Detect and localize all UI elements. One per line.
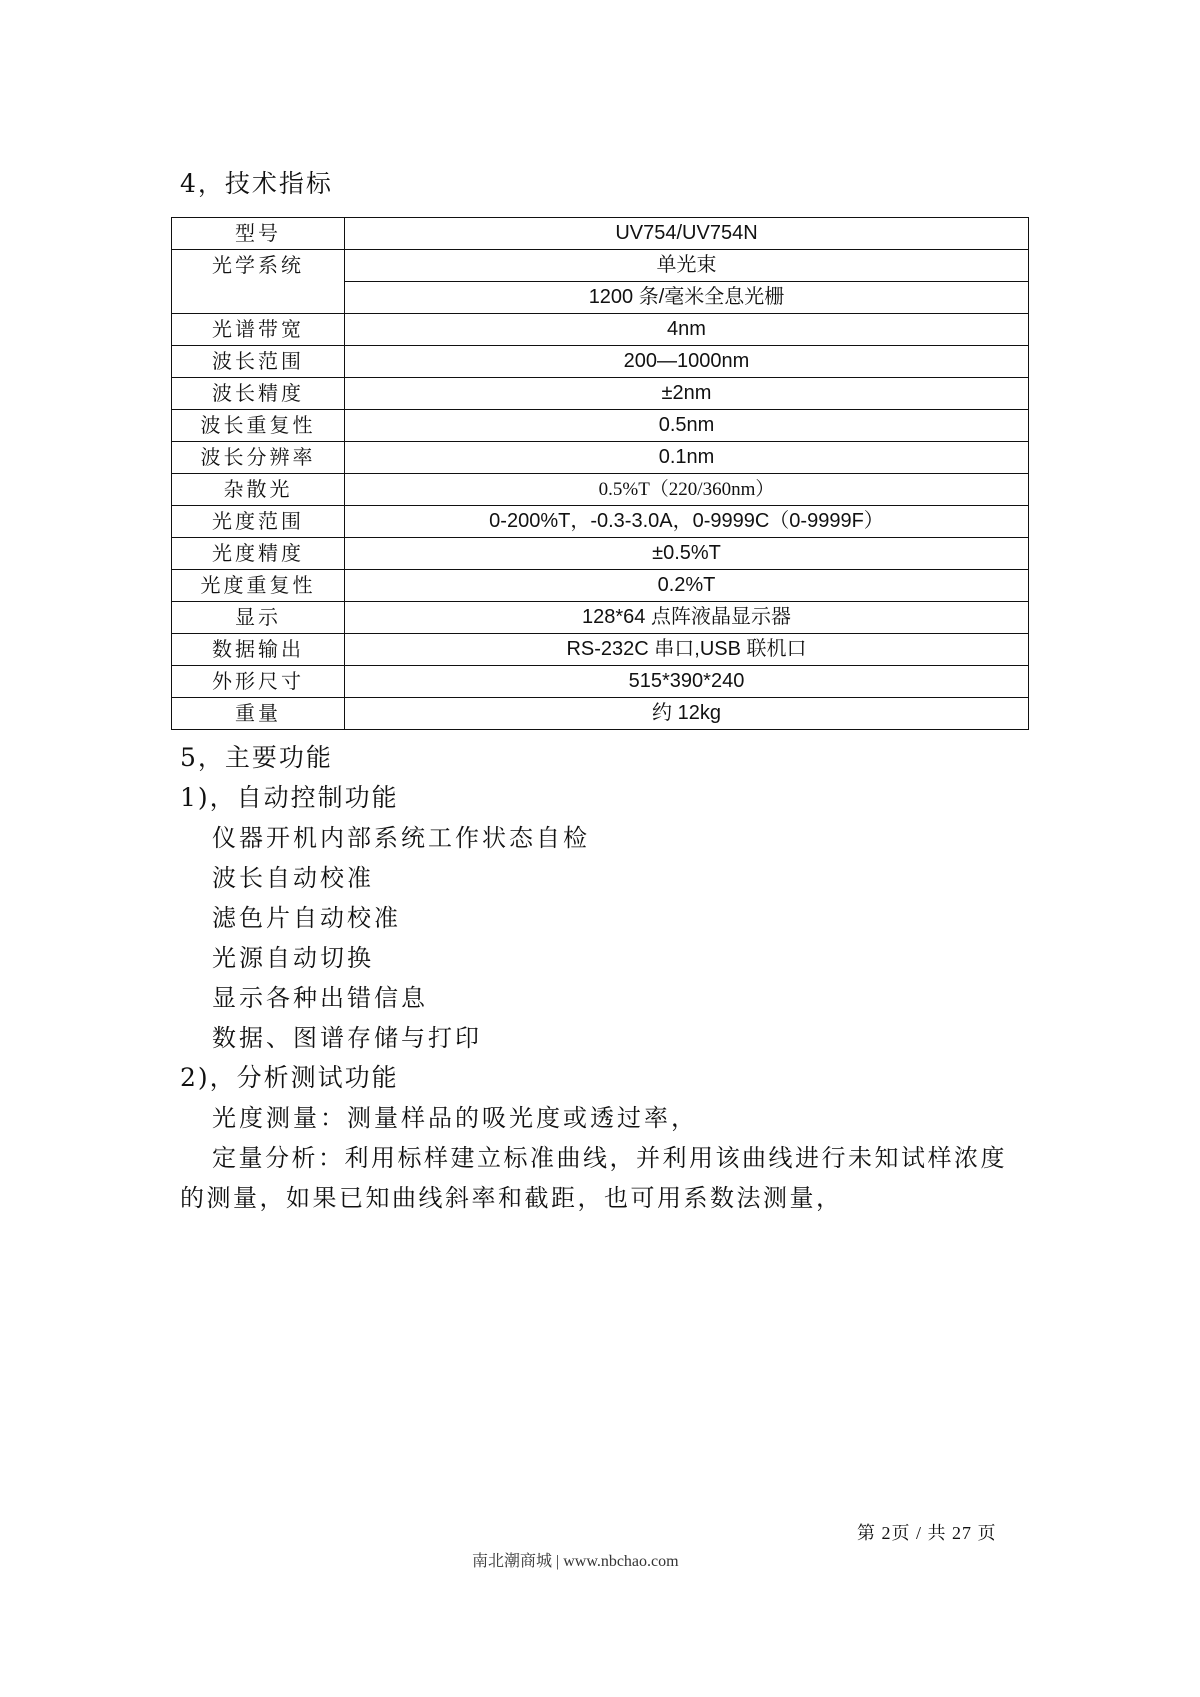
list-item: 光源自动切换 [212,944,374,972]
spec-value: 4nm [345,314,1029,346]
table-row [172,698,1029,730]
table-row [172,634,1029,666]
table-row [172,314,1029,346]
spec-label: 数据输出 [172,634,345,666]
spec-value: 0-200%T，-0.3-3.0A，0-9999C（0-9999F） [345,506,1029,538]
list-item: 滤色片自动校准 [212,904,401,932]
spec-label: 波长重复性 [172,410,345,442]
spec-value: 0.5%T（220/360nm） [345,474,1029,506]
spec-value: ±0.5%T [345,538,1029,570]
table-row [172,570,1029,602]
table-row [172,602,1029,634]
spec-label: 波长精度 [172,378,345,410]
spec-value: 128*64 点阵液晶显示器 [345,602,1029,634]
table-row [172,538,1029,570]
spec-value: 0.2%T [345,570,1029,602]
spec-label: 型号 [172,218,345,250]
subsection-1-title: 1)，自动控制功能 [180,783,399,812]
spec-value: 单光束 [345,250,1029,282]
spec-label: 重量 [172,698,345,730]
table-row [172,250,1029,282]
spec-label: 波长范围 [172,346,345,378]
table-row [172,346,1029,378]
table-row [172,442,1029,474]
list-item: 显示各种出错信息 [212,984,428,1012]
spec-value: 0.5nm [345,410,1029,442]
tech-spec-table [171,217,1029,730]
table-row [172,666,1029,698]
spec-value: 约 12kg [345,698,1029,730]
list-item: 数据、图谱存储与打印 [212,1024,482,1052]
list-item: 波长自动校准 [212,864,374,892]
spec-label: 杂散光 [172,474,345,506]
spec-value: UV754/UV754N [345,218,1029,250]
spec-label: 光谱带宽 [172,314,345,346]
list-item: 仪器开机内部系统工作状态自检 [212,824,590,852]
spec-value: 515*390*240 [345,666,1029,698]
paragraph-quantitative-analysis [180,1138,1030,1218]
spec-label: 外形尺寸 [172,666,345,698]
spec-label: 光度精度 [172,538,345,570]
section-5-title: 5，主要功能 [180,743,333,772]
spec-label: 光度范围 [172,506,345,538]
table-row [172,506,1029,538]
paragraph-text: 定量分析：利用标样建立标准曲线，并利用该曲线进行未知试样浓度的测量，如果已知曲线斜率和截距，也可用系数法测量， [180,1144,1007,1212]
table-row [172,378,1029,410]
spec-label: 光度重复性 [172,570,345,602]
spec-label: 波长分辨率 [172,442,345,474]
spec-value: RS-232C 串口,USB 联机口 [345,634,1029,666]
spec-value: 0.1nm [345,442,1029,474]
spec-value: 200—1000nm [345,346,1029,378]
page-number: 第 2页 / 共 27 页 [857,1523,997,1543]
spec-label: 光学系统 [172,250,345,314]
site-watermark: 南北潮商城 | www.nbchao.com [472,1553,679,1570]
spec-value: 1200 条/毫米全息光栅 [345,282,1029,314]
table-row [172,474,1029,506]
subsection-2-title: 2)，分析测试功能 [180,1063,399,1092]
spec-value: ±2nm [345,378,1029,410]
table-row [172,410,1029,442]
table-row [172,218,1029,250]
spec-label: 显示 [172,602,345,634]
list-item: 光度测量：测量样品的吸光度或透过率， [212,1104,698,1132]
section-4-title: 4，技术指标 [180,169,333,198]
